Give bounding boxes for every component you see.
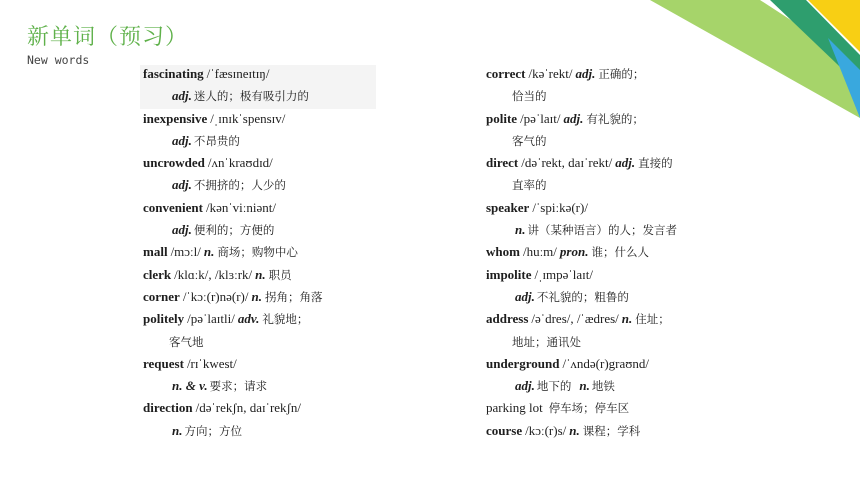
- phonetic: /mɔːl/: [170, 244, 201, 260]
- headword: impolite: [486, 266, 532, 282]
- definition: 停车场；停车区: [548, 401, 630, 416]
- headword: politely: [143, 311, 185, 327]
- vocab-entry: [143, 63, 378, 85]
- vocab-definition: [486, 219, 736, 241]
- part-of-speech: n.: [255, 266, 266, 282]
- vocab-definition: [143, 219, 378, 241]
- vocab-entry: [486, 108, 736, 130]
- part-of-speech: adj.: [575, 66, 596, 81]
- vocab-definition: [143, 85, 378, 107]
- definition: 讲（某种语言）的人；发言者: [527, 223, 677, 238]
- part-of-speech: n.: [203, 244, 215, 260]
- vocab-entry: [143, 397, 378, 419]
- vocab-column-left: [143, 63, 378, 442]
- headword: clerk: [143, 266, 172, 282]
- part-of-speech: n. & v.: [172, 378, 208, 394]
- part-of-speech: adj.: [515, 378, 535, 394]
- part-of-speech: adj.: [563, 110, 584, 126]
- headword: course: [486, 422, 523, 438]
- vocab-entry: [486, 264, 736, 286]
- vocab-entry: [143, 197, 378, 219]
- part-of-speech: n.: [172, 422, 183, 438]
- phonetic: /klɑːk/, /klɜːrk/: [174, 266, 253, 282]
- definition: 迷人的；极有吸引力的: [193, 89, 309, 104]
- headword: corner: [143, 288, 180, 304]
- vocab-entry: [143, 286, 378, 308]
- definition: 课程；学科: [582, 423, 641, 438]
- definition: 客气的: [512, 133, 547, 148]
- vocab-definition: [143, 331, 378, 353]
- definition: 便利的；方便的: [193, 223, 275, 238]
- definition: 商场；购物中心: [217, 245, 298, 260]
- vocab-definition: [143, 375, 378, 397]
- headword: uncrowded: [143, 155, 205, 171]
- phonetic: /pəˈlaɪtli/: [187, 311, 235, 327]
- headword: request: [143, 355, 184, 371]
- definition: 正确的；: [598, 67, 645, 81]
- vocab-definition: [486, 174, 736, 196]
- headword: speaker: [486, 199, 530, 215]
- phonetic: /dəˈrekʃn, daɪˈrekʃn/: [195, 400, 301, 416]
- vocab-column-right: [486, 63, 736, 442]
- vocab-definition: [143, 130, 378, 152]
- page-subtitle: New words: [27, 53, 90, 67]
- vocab-entry: [486, 420, 736, 442]
- phonetic: /ˌɪmpəˈlaɪt/: [534, 266, 593, 282]
- part-of-speech: n.: [251, 288, 262, 304]
- part-of-speech: pron.: [559, 244, 589, 260]
- vocab-definition: [486, 85, 736, 107]
- part-of-speech: adj.: [172, 132, 192, 148]
- part-of-speech: adj.: [515, 288, 535, 304]
- definition: 地址；通讯处: [512, 334, 581, 349]
- vocab-entry: [486, 241, 736, 263]
- part-of-speech: adv.: [237, 311, 260, 327]
- part-of-speech: n.: [569, 422, 580, 438]
- vocab-entry: [143, 152, 378, 174]
- headword: fascinating: [143, 66, 204, 81]
- headword: parking lot: [486, 400, 543, 416]
- definition: 有礼貌的；: [586, 111, 644, 126]
- vocab-definition: [143, 174, 378, 196]
- headword: inexpensive: [143, 110, 208, 126]
- vocab-definition: [486, 130, 736, 152]
- vocab-entry: [486, 63, 736, 85]
- part-of-speech: adj.: [172, 88, 192, 104]
- definition: 不昂贵的: [193, 133, 240, 148]
- phonetic: /ˈkɔː(r)nə(r)/: [182, 288, 249, 304]
- definition: 直率的: [512, 178, 547, 193]
- definition: 直接的: [638, 156, 673, 171]
- vocab-definition: [486, 375, 736, 397]
- vocab-entry: [143, 308, 378, 330]
- headword: polite: [486, 110, 518, 126]
- part-of-speech: adj.: [172, 222, 192, 238]
- vocab-entry: [143, 241, 378, 263]
- part-of-speech: adj.: [615, 155, 636, 171]
- vocab-definition: [143, 420, 378, 442]
- phonetic: /dəˈrekt, daɪˈrekt/: [521, 155, 613, 171]
- definition: 恰当的: [512, 89, 547, 104]
- phonetic: /huːm/: [522, 244, 557, 260]
- part-of-speech: adj.: [172, 177, 192, 193]
- headword: direction: [143, 400, 193, 416]
- definition: 住址；: [635, 312, 670, 327]
- vocab-definition: [486, 331, 736, 353]
- part-of-speech: n.: [515, 222, 526, 238]
- phonetic: /əˈdres/, /ˈædres/: [531, 311, 619, 327]
- phonetic: /ˈspiːkə(r)/: [532, 199, 588, 215]
- phonetic: /ˈfæsɪneɪtɪŋ/: [206, 66, 270, 81]
- definition: 客气地: [169, 334, 204, 349]
- phonetic: /pəˈlaɪt/: [520, 110, 561, 126]
- vocab-entry: [486, 152, 736, 174]
- definition: 拐角；角落: [264, 289, 323, 304]
- vocab-entry: [486, 397, 736, 419]
- vocab-entry: [486, 353, 736, 375]
- headword: underground: [486, 355, 560, 371]
- phonetic: /ʌnˈkraʊdɪd/: [207, 155, 273, 171]
- vocab-entry: [143, 264, 378, 286]
- phonetic: /kənˈviːniənt/: [205, 199, 276, 215]
- headword: convenient: [143, 199, 203, 215]
- page-title: 新单词（预习）: [27, 25, 189, 50]
- definition: 要求；请求: [209, 379, 268, 394]
- vocab-entry: [143, 353, 378, 375]
- phonetic: /rɪˈkwest/: [186, 355, 237, 371]
- headword: correct: [486, 66, 526, 81]
- phonetic: /kəˈrekt/: [528, 66, 573, 81]
- definition: 地铁: [591, 379, 615, 394]
- headword: whom: [486, 244, 520, 260]
- definition: 谁；什么人: [591, 245, 649, 260]
- phonetic: /ˈʌndə(r)graʊnd/: [562, 355, 650, 371]
- definition: 礼貌地；: [262, 312, 309, 327]
- headword: address: [486, 311, 529, 327]
- definition: 方向；方位: [184, 423, 242, 438]
- headword: mall: [143, 244, 168, 260]
- definition: 不礼貌的；粗鲁的: [536, 289, 629, 304]
- definition: 不拥挤的；人少的: [193, 178, 286, 193]
- phonetic: /kɔː(r)s/: [525, 422, 567, 438]
- definition: 职员: [268, 267, 292, 282]
- part-of-speech: n.: [621, 311, 633, 327]
- vocab-entry: [486, 197, 736, 219]
- headword: direct: [486, 155, 519, 171]
- phonetic: /ˌɪnɪkˈspensɪv/: [210, 110, 286, 126]
- vocab-entry: [143, 108, 378, 130]
- definition: 地下的: [536, 379, 572, 394]
- part-of-speech: n.: [579, 378, 590, 394]
- vocab-definition: [486, 286, 736, 308]
- vocab-entry: [486, 308, 736, 330]
